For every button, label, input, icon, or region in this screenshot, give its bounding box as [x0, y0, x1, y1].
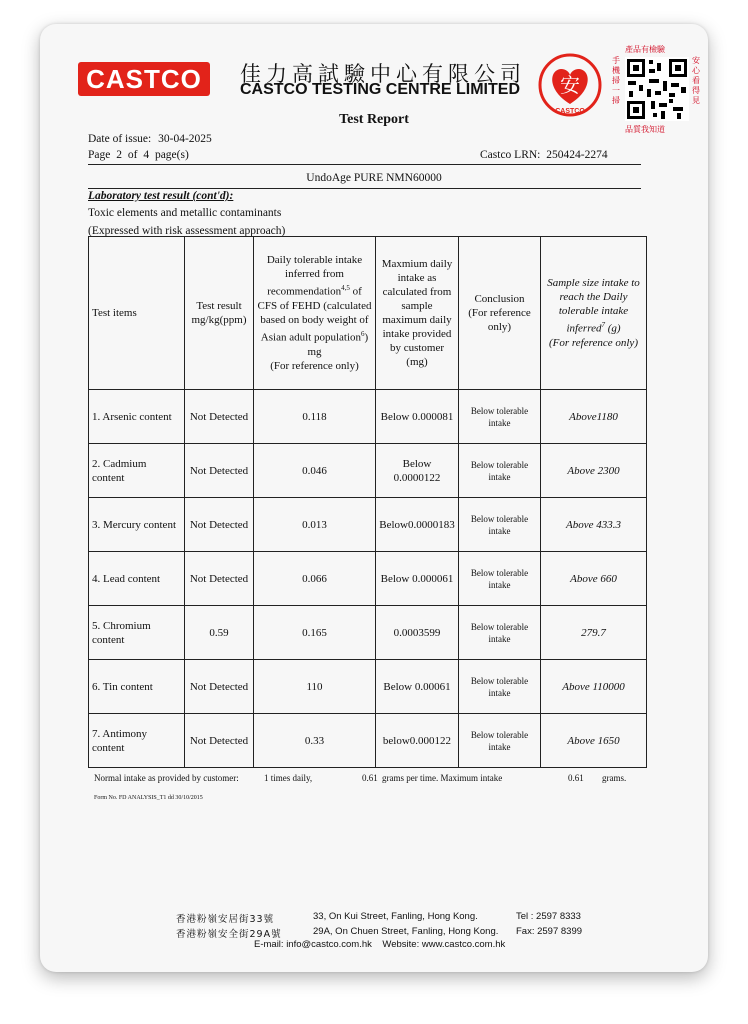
intake-per-time: grams per time. Maximum intake: [382, 773, 503, 783]
footer-address-cn-1: 香港粉嶺安居街33號: [176, 914, 275, 925]
intake-note: [94, 773, 654, 783]
cell-result: Not Detected: [185, 390, 254, 444]
form-number: Form No. FD ANALYSIS_T1 dd 30/10/2015: [94, 795, 203, 801]
cell-result: Not Detected: [185, 444, 254, 498]
cell-daily: 0.066: [254, 552, 376, 606]
table-row: [89, 390, 647, 444]
header-sample-a: Sample size intake to reach the Daily tolerable intake inferred: [547, 277, 640, 335]
safety-seal-logo: [537, 52, 603, 118]
cell-sample: Above 433.3: [541, 498, 647, 552]
cell-sample: Above 660: [541, 552, 647, 606]
page-number: 2: [116, 149, 122, 161]
cell-daily: 0.33: [254, 714, 376, 768]
qr-caption-left: 手機掃一掃: [612, 56, 620, 105]
qr-caption-right: 安心看得見: [692, 56, 700, 105]
sample-name: UndoAge PURE NMN60000: [306, 172, 442, 184]
footer-address-en-2: 29A, On Chuen Street, Fanling, Hong Kong.: [313, 926, 499, 937]
qr-caption-top: 產品有檢驗: [625, 45, 665, 54]
seal-text: CASTCO: [555, 108, 585, 115]
report-sheet: [40, 24, 708, 972]
header-divider: [88, 164, 641, 165]
header-daily-text-a: Daily tolerable intake inferred from recommendation: [266, 254, 363, 298]
header-daily-text-d: (For reference only): [270, 359, 359, 372]
page-of: of: [127, 149, 138, 161]
header-sample-b: (g): [604, 322, 621, 335]
cell-daily: 0.046: [254, 444, 376, 498]
header-conclusion: [459, 237, 541, 390]
cell-daily: 0.118: [254, 390, 376, 444]
cell-conclusion: Below tolerable intake: [459, 606, 541, 660]
cell-sample: Above 110000: [541, 660, 647, 714]
page-label: Page: [88, 149, 111, 161]
footer-address-cn-2: 香港粉嶺安全街29A號: [176, 929, 282, 940]
cell-max: Below0.0000183: [376, 498, 459, 552]
cell-sample: Above 2300: [541, 444, 647, 498]
cell-daily: 0.165: [254, 606, 376, 660]
cell-daily: 110: [254, 660, 376, 714]
cell-sample: 279.7: [541, 606, 647, 660]
table-row: [89, 444, 647, 498]
page-total: 4: [143, 149, 150, 161]
footer-email-website: E-mail: info@castco.com.hk Website: www.castco.com.hk: [254, 939, 506, 950]
castco-lrn: [480, 149, 608, 161]
intake-amount: 0.61: [362, 773, 378, 783]
cell-item: 7. Antimony content: [89, 714, 185, 768]
section-heading: Laboratory test result (cont'd):: [88, 190, 234, 202]
results-table: [88, 236, 647, 768]
cell-sample: Above 1650: [541, 714, 647, 768]
date-value: 30-04-2025: [158, 133, 212, 145]
header-conclusion-b: (For reference only): [468, 307, 531, 333]
footer-address-en-1: 33, On Kui Street, Fanling, Hong Kong.: [313, 911, 478, 922]
cell-max: Below 0.0000122: [376, 444, 459, 498]
cell-max: 0.0003599: [376, 606, 459, 660]
cell-max: Below 0.000081: [376, 390, 459, 444]
table-row: [89, 714, 647, 768]
header-daily-tolerable: [254, 237, 376, 390]
header-test-result: Test result mg/kg(ppm): [185, 237, 254, 390]
cell-conclusion: Below tolerable intake: [459, 498, 541, 552]
castco-logo: CASTCO: [78, 62, 210, 96]
header-conclusion-a: Conclusion: [474, 293, 525, 305]
qr-caption-bottom: 品質我知道: [625, 125, 665, 134]
cell-result: Not Detected: [185, 552, 254, 606]
intake-max-amount: 0.61: [568, 773, 584, 783]
cell-item: 1. Arsenic content: [89, 390, 185, 444]
cell-sample: Above1180: [541, 390, 647, 444]
page-suffix: page(s): [154, 149, 189, 161]
section-subheading: Toxic elements and metallic contaminants: [88, 207, 282, 219]
date-of-issue: [88, 133, 212, 145]
header-sample-size: [541, 237, 647, 390]
header-daily-sup2: 6: [361, 330, 365, 338]
cell-conclusion: Below tolerable intake: [459, 714, 541, 768]
cell-max: below0.000122: [376, 714, 459, 768]
table-row: [89, 552, 647, 606]
lrn-value: 250424-2274: [546, 149, 608, 161]
header-sample-c: (For reference only): [549, 336, 638, 349]
report-title: Test Report: [339, 112, 409, 127]
cell-item: 5. Chromium content: [89, 606, 185, 660]
header-daily-sup1: 4,5: [341, 284, 350, 293]
cell-result: Not Detected: [185, 714, 254, 768]
cell-item: 6. Tin content: [89, 660, 185, 714]
cell-max: Below 0.000061: [376, 552, 459, 606]
section-note: (Expressed with risk assessment approach): [88, 225, 286, 237]
header-daily-text-b: of CFS of FEHD (calculated based on body weight of Asian adult population: [257, 286, 372, 344]
cell-max: Below 0.00061: [376, 660, 459, 714]
footer-fax: Fax: 2597 8399: [516, 926, 583, 937]
cell-item: 2. Cadmium content: [89, 444, 185, 498]
header-daily-text-c: ) mg: [307, 331, 369, 358]
cell-result: Not Detected: [185, 660, 254, 714]
company-name-english: CASTCO TESTING CENTRE LIMITED: [240, 81, 520, 98]
cell-conclusion: Below tolerable intake: [459, 552, 541, 606]
company-name-chinese: 佳力高試驗中心有限公司: [240, 62, 526, 86]
cell-conclusion: Below tolerable intake: [459, 660, 541, 714]
cell-daily: 0.013: [254, 498, 376, 552]
header-sample-sup: 7: [601, 321, 605, 330]
header-test-items: Test items: [89, 237, 185, 390]
cell-conclusion: Below tolerable intake: [459, 390, 541, 444]
table-row: [89, 606, 647, 660]
intake-label: Normal intake as provided by customer:: [94, 773, 239, 783]
sample-divider: [88, 188, 641, 189]
intake-times: 1 times daily,: [264, 773, 313, 783]
lrn-label: Castco LRN:: [480, 149, 541, 161]
header-max-daily-intake: Maxmium daily intake as calculated from sample maximum daily intake provided by customer (mg): [376, 237, 459, 390]
cell-item: 4. Lead content: [89, 552, 185, 606]
cell-result: 0.59: [185, 606, 254, 660]
intake-unit: grams.: [602, 773, 627, 783]
seal-character: 安: [560, 73, 580, 97]
cell-conclusion: Below tolerable intake: [459, 444, 541, 498]
table-header-row: [89, 237, 647, 390]
table-row: [89, 660, 647, 714]
footer-tel: Tel : 2597 8333: [516, 911, 581, 922]
page-indicator: [88, 149, 189, 161]
cell-result: Not Detected: [185, 498, 254, 552]
date-label: Date of issue:: [88, 133, 152, 145]
table-row: [89, 498, 647, 552]
cell-item: 3. Mercury content: [89, 498, 185, 552]
